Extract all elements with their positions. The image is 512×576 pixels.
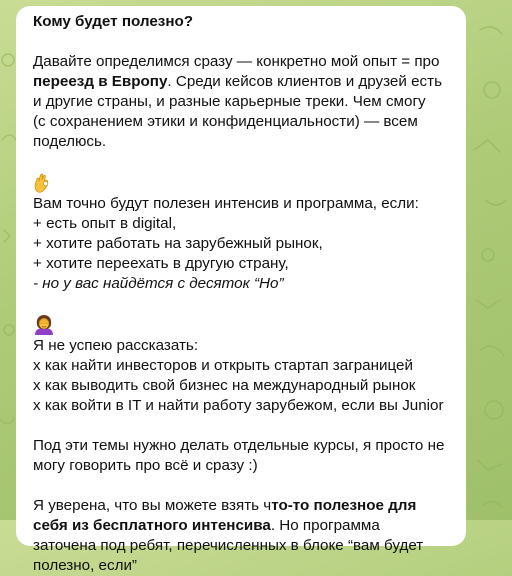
paragraph-who-benefits	[33, 194, 450, 294]
text-line: (с сохранением этики и конфиденциальности) — всем	[33, 113, 418, 130]
text-line	[33, 496, 450, 516]
bold-text: переезд в Европу	[33, 73, 168, 90]
text-line: Я не успею рассказать:	[33, 337, 199, 354]
text-line: полезно, если”	[33, 557, 137, 574]
list-item: х как выводить свой бизнес на международный рынок	[33, 377, 416, 394]
paragraph-conclusion	[33, 496, 450, 576]
paragraph-separate-courses	[33, 436, 450, 476]
paragraph-out-of-scope	[33, 336, 450, 416]
list-item: х как войти в IT и найти работу зарубежом, если вы Junior	[33, 397, 444, 414]
text-line: поделюсь.	[33, 133, 107, 150]
bold-text: то-то полезное для	[271, 497, 417, 514]
bold-text: себя из бесплатного интенсива	[33, 517, 271, 534]
text-line	[33, 72, 450, 92]
list-item: х как найти инвесторов и открыть стартап заграницей	[33, 357, 413, 374]
ok-hand-icon	[33, 172, 450, 194]
text-line: Вам точно будут полезен интенсив и программа, если:	[33, 195, 419, 212]
text-line: Давайте определимся сразу — конкретно мой опыт = про	[33, 53, 440, 70]
text-line: и другие страны, и разные карьерные треки. Чем смогу	[33, 93, 426, 110]
paragraph-intro	[33, 52, 450, 152]
italic-text: - но у вас найдётся с десяток “Но”	[33, 275, 284, 292]
list-item: + хотите работать на зарубежный рынок,	[33, 235, 323, 252]
list-item: + хотите переехать в другую страну,	[33, 255, 289, 272]
facepalm-woman-icon	[33, 314, 450, 336]
text-fragment: Я уверена, что вы можете взять ч	[33, 497, 272, 514]
text-line: Под эти темы нужно делать отдельные курсы, я просто не	[33, 437, 445, 454]
list-item: + есть опыт в digital,	[33, 215, 177, 232]
text-line: заточена под ребят, перечисленных в блоке “вам будет	[33, 537, 424, 554]
list-item	[33, 274, 450, 294]
message-bubble[interactable]	[16, 6, 466, 574]
message-title: Кому будет полезно?	[33, 13, 194, 30]
text-line	[33, 516, 450, 536]
text-line: могу говорить про всё и сразу :)	[33, 457, 258, 474]
text-fragment: . Но программа	[270, 517, 380, 534]
text-fragment: . Среди кейсов клиентов и друзей есть	[167, 73, 442, 90]
